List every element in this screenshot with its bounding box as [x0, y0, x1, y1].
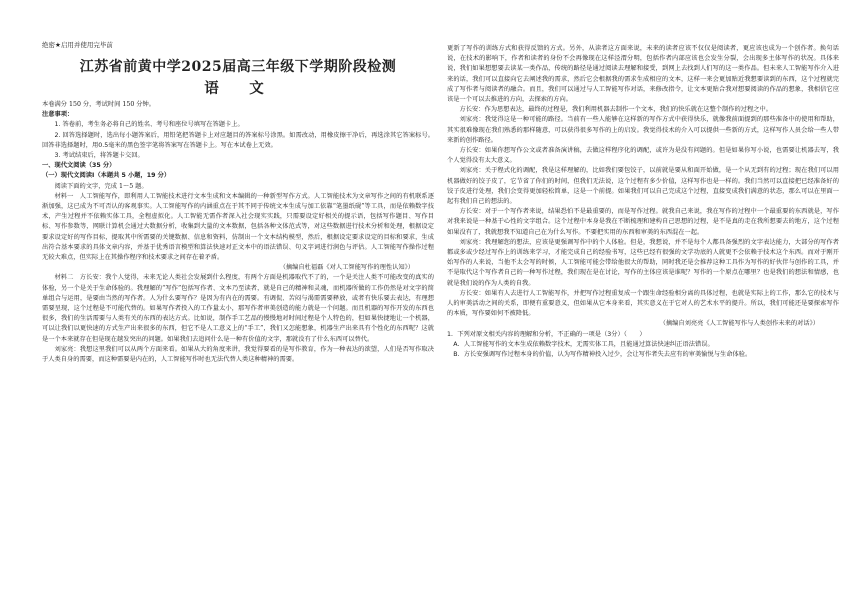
question-1-option-a: A．人工智能写作的文本生成依赖数字技术，无需实体工具，且能通过算法快速纠正语法错误。	[453, 340, 714, 348]
note-1: 1. 答卷前，考生务必将自己的姓名、考号和座位号填写在答题卡上。	[54, 121, 244, 129]
exam-info: 本卷满分 150 分，考试时间 150 分钟。	[42, 101, 156, 108]
material-2-liu: 刘家亮：我想这里我们可以从两个方面来看。如果从大的角度来讲，我觉得要看的是写作教育，作为一种表达的欲望，人们是否写作取决于人类自身的需要，而这种需要是内在的，人工智能写作时也无法代替人类这种精神的需要。	[42, 345, 434, 364]
note-2: 2. 回答选择题时，选出每小题答案后，用铅笔把答题卡上对应题目的答案标号涂黑。如需改动，用橡皮擦干净后，再选涂其它答案标号。回答非选择题时，用0.5毫米的黑色签字笔将答案写在答题卡上。写在本试卷上无效。	[42, 131, 434, 149]
subject-title: 语 文	[204, 80, 272, 97]
dialogue-para-4: 方长安：如果你想写作公文或者准备演讲稿，去做这样程序化的调配，或许为是没有问题的。但是如果你写小说，也需要让机器去写，我个人觉得没有太大意义。	[447, 147, 839, 165]
material-2-intro: 材料二 方长安：我个人觉得，未来无论人类社会发展到什么程度，有两个方面是机器取代不了的，一个是关注人类不可能改变的真实的体验，另一个是关于生命体验的。我理解的“写作”包括写作者、文本乃至读者，就是自己的精神和灵魂，而机器所做的工作仍然是对文字的简单组合与运用，是要由当然的写作者。人为什么要写作？是因为有内在的需要。有调侃、苦闷与渴需需要释放，或者有快乐要去表达，有理想需要呈现，这个过程是不可能代替的。如果写作者投入的工作量太小，那写作者审美创造的能力就是一个问题。而且机器的写作开发的东西也很多，我们的生活需要与人类有关的东西的表达方式。比如说，制作手工艺品的慢慢地对时间过程是个人特色的，但如果快捷地让一个机器，可以让我们以更快速的方式生产出来很多的东西，但它不是人工意义上的“手工”，我们又怎能想象，机器生产出来具有个性化的东西呢？这就是一个本来就存在但是现在越发突出的问题。如果我们去追问什么是一种有价值的文字，那就没有了什么东西可以替代。	[42, 274, 434, 343]
left-column	[42, 100, 434, 365]
dialogue-para-3: 刘家亮：我觉得这是一种可能的路径。当前有一些人能够在这样新的写作方式中获得快乐，就像我前面提到的那些准备中的使用和帮助，其实很难像现在我们熟悉的那样随意，可以获得很多写作的上的启发。我觉得技术的介入可以提供一些新的方式，这样写作人员会给一些人带来新的创作路径。	[447, 116, 839, 144]
reading-instruction: 阅读下面的文字，完成 1～5 题。	[54, 182, 148, 190]
dialogue-para-6: 方长安：对于一个写作者来说，结果恐怕不是最重要的，而是写作过程。就我自己来说，我在写作的过程中一个最重要的东西就是，写作对我来说是一种基于心性的文字组合。这个过程中本身是我在不断梳理和建构自己思想的过程，是不是真的走在我所想要去的地方，这个过程如果没有了，我就想我不知道自己在为什么写作。不要把实用的东西和审美的东西混在一起。	[447, 208, 839, 236]
exam-title: 江苏省前黄中学2025届高三年级下学期阶段检测	[79, 59, 397, 75]
section-title: 一、现代文阅读（35 分）	[42, 162, 116, 170]
material-1: 材料一 人工智能写作，即利用人工智能技术进行文本生成和文本编辑的一种新型写作方式。人工智能技术为文章写作之间的有机联系逐渐加强，这已成为不可否认的客观事实。人工智能写作的内涵重点在于其不同于传统文本生成与加工依靠“笔墨纸砚”等工具，而是依赖数字技术，产生过程并不依赖实体工具，全程虚拟化。人工智能无需作者深入社会现实实践，只需要设定好相关的提示语，包括写作题目、写作目标、写作参数等，网联计算机会通过大数据分析，收集到大量的文本数据，包括各种文体范式等，对这些数据进行技术分析和处理，根据设定要求设定好的写作目标，提取其中所需要的关键数据、信息和资料，仿制出一个文本结构模型，然后，根据设定要求设定的目标和要求，生成出符合基本要求的具体文章内容，并基于优秀语言模型和算法快速对正文本中的语法错误、句义字词进行润色与评估。人工智能写作操作过程无较大难点，但实际上在其操作程序和技术要求之间存在着矛盾。	[42, 192, 434, 262]
question-1: 1．下列对原文相关内容的理解和分析，不正确的一项是（3分）（ ）	[447, 330, 646, 338]
dialogue-para-8: 方长安：如果有人去进行人工智能写作，并把写作过程重复成一个跟生命经验相分离的具体过程，也就是实际上的工作，那么它的技术与人的审美活动之间的关系，即便有重要意义，但如果从它本身来看，其实意义在于它对人的艺术水平的提升。所以，我们可能还是要探索写作的本质，写作要如何不被降低。	[447, 289, 839, 318]
right-column	[447, 44, 839, 360]
material-1-source: （摘编自杜福磊《对人工智能写作的理性认知》）	[279, 264, 414, 272]
secret-label: 绝密★启用并使用完毕前	[42, 41, 113, 49]
notes-title: 注意事项：	[42, 111, 74, 119]
dialogue-para-5: 刘家亮：关于程式化的调配，我是这样理解的，比如我们要包饺子，以前就是要从和面开始做，是一个从无到有的过程；现在我们可以用机器做好的饺子皮了，它节省了你们的时间，但我们无法说，这个过程有多少价值，这样写作也是一样的。我们当然可以直接把已经准备好的饺子皮进行处理，我们会变得更加轻松简单，这是一个前提。如果我们可以自己完成这个过程，直接变成我们满意的状态，那么可以在里面一起有我们自己的想法的。	[447, 167, 839, 206]
dialogue-para-1: 更新了写作的训练方式和获得反馈的方式。另外，从读者这方面来说，未来的读者应该不仅仅是阅读者，更应该也成为一个创作者。换句话说，在技术的影响下，作者和读者的身份不会再像现在这样泾渭分明，包括作者内部应该也会发生分裂，会出现多主体写作的状况。具体来说，我们如果想想要去读某一类作品，传统的路径是通过阅读去理解和接受，到网上去找到人们写的这一类作品。但未来人工智能写作介入进来的话，我们可以直接向它去阐述我的需求，然后它会根据我的需求生成相应的文本，这样一来会更加贴近我想要读到的东西，这个过程就完成了写作者与阅读者的融合。而且，我们可以通过与人工智能写作对话，来修改指令，让文本更贴合我对想要阅读的作品的想象，我相信它应该是一个可以去推进的方向，去探索的方向。	[447, 45, 839, 104]
dialogue-para-7: 刘家亮：我理解您的想法，应该是更强调写作中的个人体验。但是，我想说，并不是每个人都具备强烈的文字表达能力，大部分的写作者都或多或少经过写作上的训练来学习，才能完成自己的经验书写，这些已经有很强的文学功底的人就更不会依赖于技术这个东西。而对于刚开始写作的人来说，当他不太会写的时候，人工智能可能会带给他很大的帮助，同时我还是会推荐这种工具作为写作的好伙伴与创作的工具，并不是取代这个写作者自己的一种写作过程，我们现在是在讨论，写作的主体应该是谁呢？写作的一个原点在哪里？也是我们的想法和情感，也就是我们说的作为人类的自我。	[447, 238, 839, 287]
dialogue-para-2: 方长安：作为思想表达，最终的过程是，我们利用机器去制作一个文本，我们的快乐就在这整个制作的过程之中。	[459, 106, 772, 114]
subsection-title: （一）现代文阅读Ⅰ（本题共 5 小题，19 分）	[42, 172, 171, 180]
question-1-option-b: B．方长安强调写作过程本身的价值，认为写作精神投入过少，会让写作者失去应有的审美愉悦与生命体验。	[453, 351, 752, 359]
note-3: 3. 考试结束后，将答题卡交回。	[54, 152, 144, 160]
material-2-source: （摘编自刘亮亮《人工智能写作与人类创作未来的对话》）	[659, 320, 819, 328]
